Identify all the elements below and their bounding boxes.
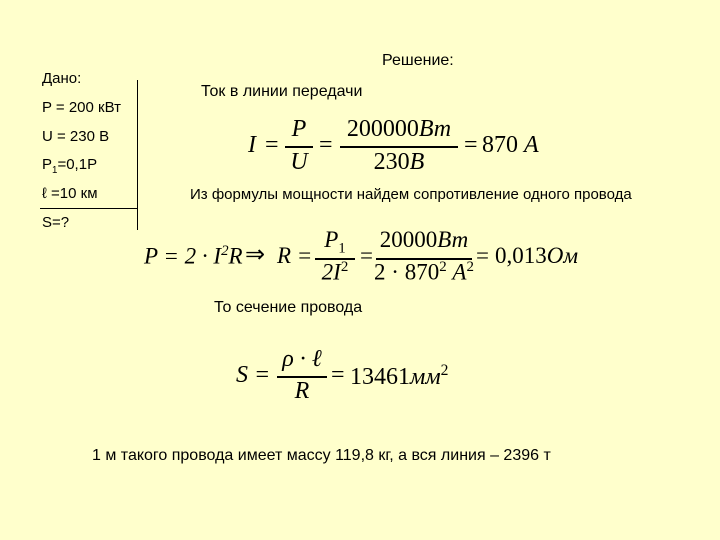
formula3-eq: = [331, 362, 345, 388]
step2-text: Из формулы мощности найдем сопротивление одного провода [190, 186, 632, 203]
given-title: Дано: [42, 70, 82, 87]
formula3-num: ρ · ℓ [282, 346, 322, 372]
given-item-voltage: U = 230 B [42, 128, 110, 145]
given-item-length: ℓ =10 км [42, 185, 98, 202]
formula2-lhs: $P = 2 \cdot I^2R$ [144, 243, 243, 269]
formula2-r: R = [277, 243, 313, 268]
formula3-den: R [294, 378, 310, 404]
formula2-result: 0,013Ом [495, 243, 579, 268]
formula3-result: $13461мм^2$ [350, 362, 449, 390]
formula1-eq3: = [464, 132, 478, 158]
step3-text: То сечение провода [214, 299, 363, 316]
page-title: Решение: [382, 52, 454, 69]
given-item-power: P = 200 кВт [42, 99, 121, 116]
formula2-den1: $2I^2$ [321, 259, 349, 285]
formula2-arrow: ⇒ [245, 242, 266, 268]
formula1-den1: U [290, 149, 308, 175]
formula1-num1: P [291, 116, 307, 142]
formula2-den2: $2 \cdot 870^2$ $A^2$ [374, 259, 474, 285]
formula1-eq1: = [265, 132, 279, 158]
formula3-lhs: S = [236, 362, 271, 388]
given-item-loss: $P_1=0,1P$ [42, 156, 98, 176]
formula2-eq3: = [476, 243, 489, 268]
formula1-den2: 230В [373, 149, 425, 175]
conclusion-text: 1 м такого провода имеет массу 119,8 кг, а вся линия – 2396 т [92, 447, 551, 464]
find-item: S=? [42, 214, 70, 231]
formula2-num1: $P_1$ [324, 227, 346, 257]
formula1-result: 870 A [482, 132, 539, 158]
step1-text: Ток в линии передачи [201, 83, 363, 100]
formula1-lhs: I [248, 132, 256, 158]
formula1-num2: 200000Вт [346, 116, 452, 142]
formula2-num2: 20000Вт [379, 227, 469, 252]
formula1-eq2: = [319, 132, 333, 158]
formula2-eq2: = [360, 243, 373, 268]
